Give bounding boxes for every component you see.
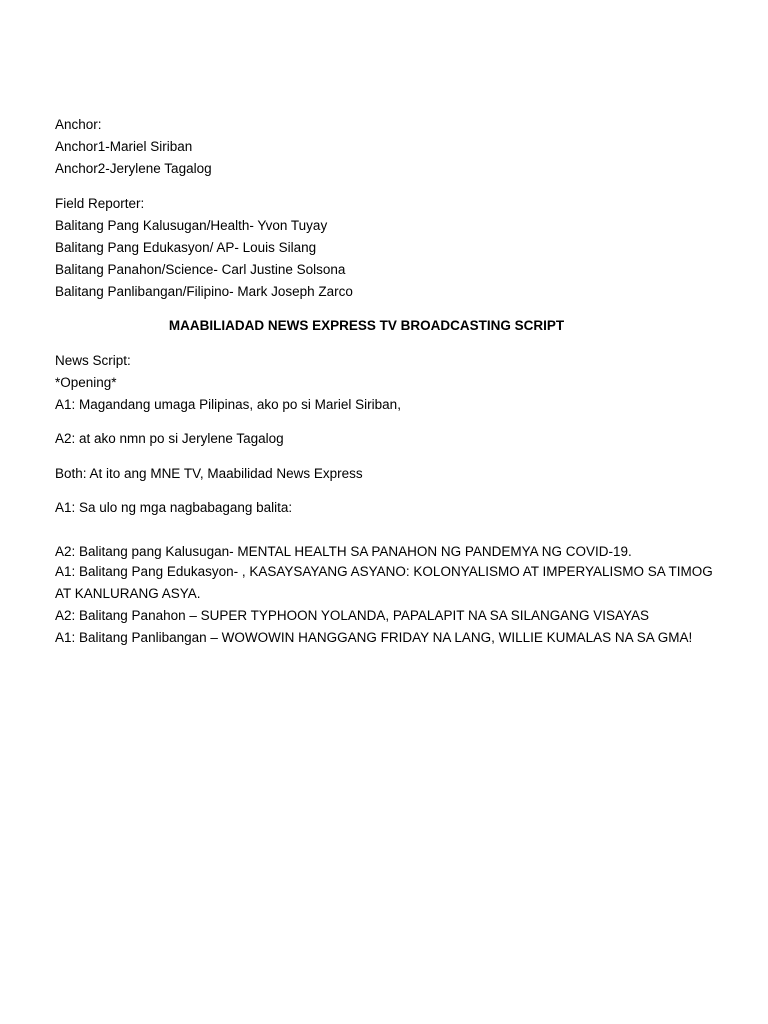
headline-education: A1: Balitang Pang Edukasyon- , KASAYSAYANG ASYANO: KOLONYALISMO AT IMPERYALISMO SA TIMOG AT KANLURANG ASYA. — [55, 564, 713, 601]
news-script-heading: News Script: — [55, 353, 131, 368]
anchor1-name: Anchor1-Mariel Siriban — [55, 139, 193, 154]
a2-greeting-line: A2: at ako nmn po si Jerylene Tagalog — [55, 431, 284, 446]
a1-greeting-line: A1: Magandang umaga Pilipinas, ako po si Mariel Siriban, — [55, 397, 401, 412]
field-reporter-heading: Field Reporter: — [55, 196, 145, 211]
script-title: MAABILIADAD NEWS EXPRESS TV BROADCASTING SCRIPT — [168, 318, 565, 333]
headlines-intro-line: A1: Sa ulo ng mga nagbabagang balita: — [55, 500, 293, 515]
opening-label: *Opening* — [55, 375, 117, 390]
field-reporter-item: Balitang Panlibangan/Filipino- Mark Joseph Zarco — [55, 284, 353, 299]
headline-weather: A2: Balitang Panahon – SUPER TYPHOON YOLANDA, PAPALAPIT NA SA SILANGANG VISAYAS — [55, 608, 650, 623]
anchor2-name: Anchor2-Jerylene Tagalog — [55, 161, 212, 176]
both-line: Both: At ito ang MNE TV, Maabilidad News Express — [55, 466, 363, 481]
anchor-heading: Anchor: — [55, 117, 102, 132]
field-reporter-item: Balitang Pang Kalusugan/Health- Yvon Tuyay — [55, 218, 328, 233]
field-reporter-item: Balitang Panahon/Science- Carl Justine Solsona — [55, 262, 346, 277]
field-reporter-item: Balitang Pang Edukasyon/ AP- Louis Silang — [55, 240, 317, 255]
headline-entertainment: A1: Balitang Panlibangan – WOWOWIN HANGGANG FRIDAY NA LANG, WILLIE KUMALAS NA SA GMA! — [55, 630, 693, 645]
headline-health: A2: Balitang pang Kalusugan- MENTAL HEALTH SA PANAHON NG PANDEMYA NG COVID-19. — [55, 544, 632, 559]
